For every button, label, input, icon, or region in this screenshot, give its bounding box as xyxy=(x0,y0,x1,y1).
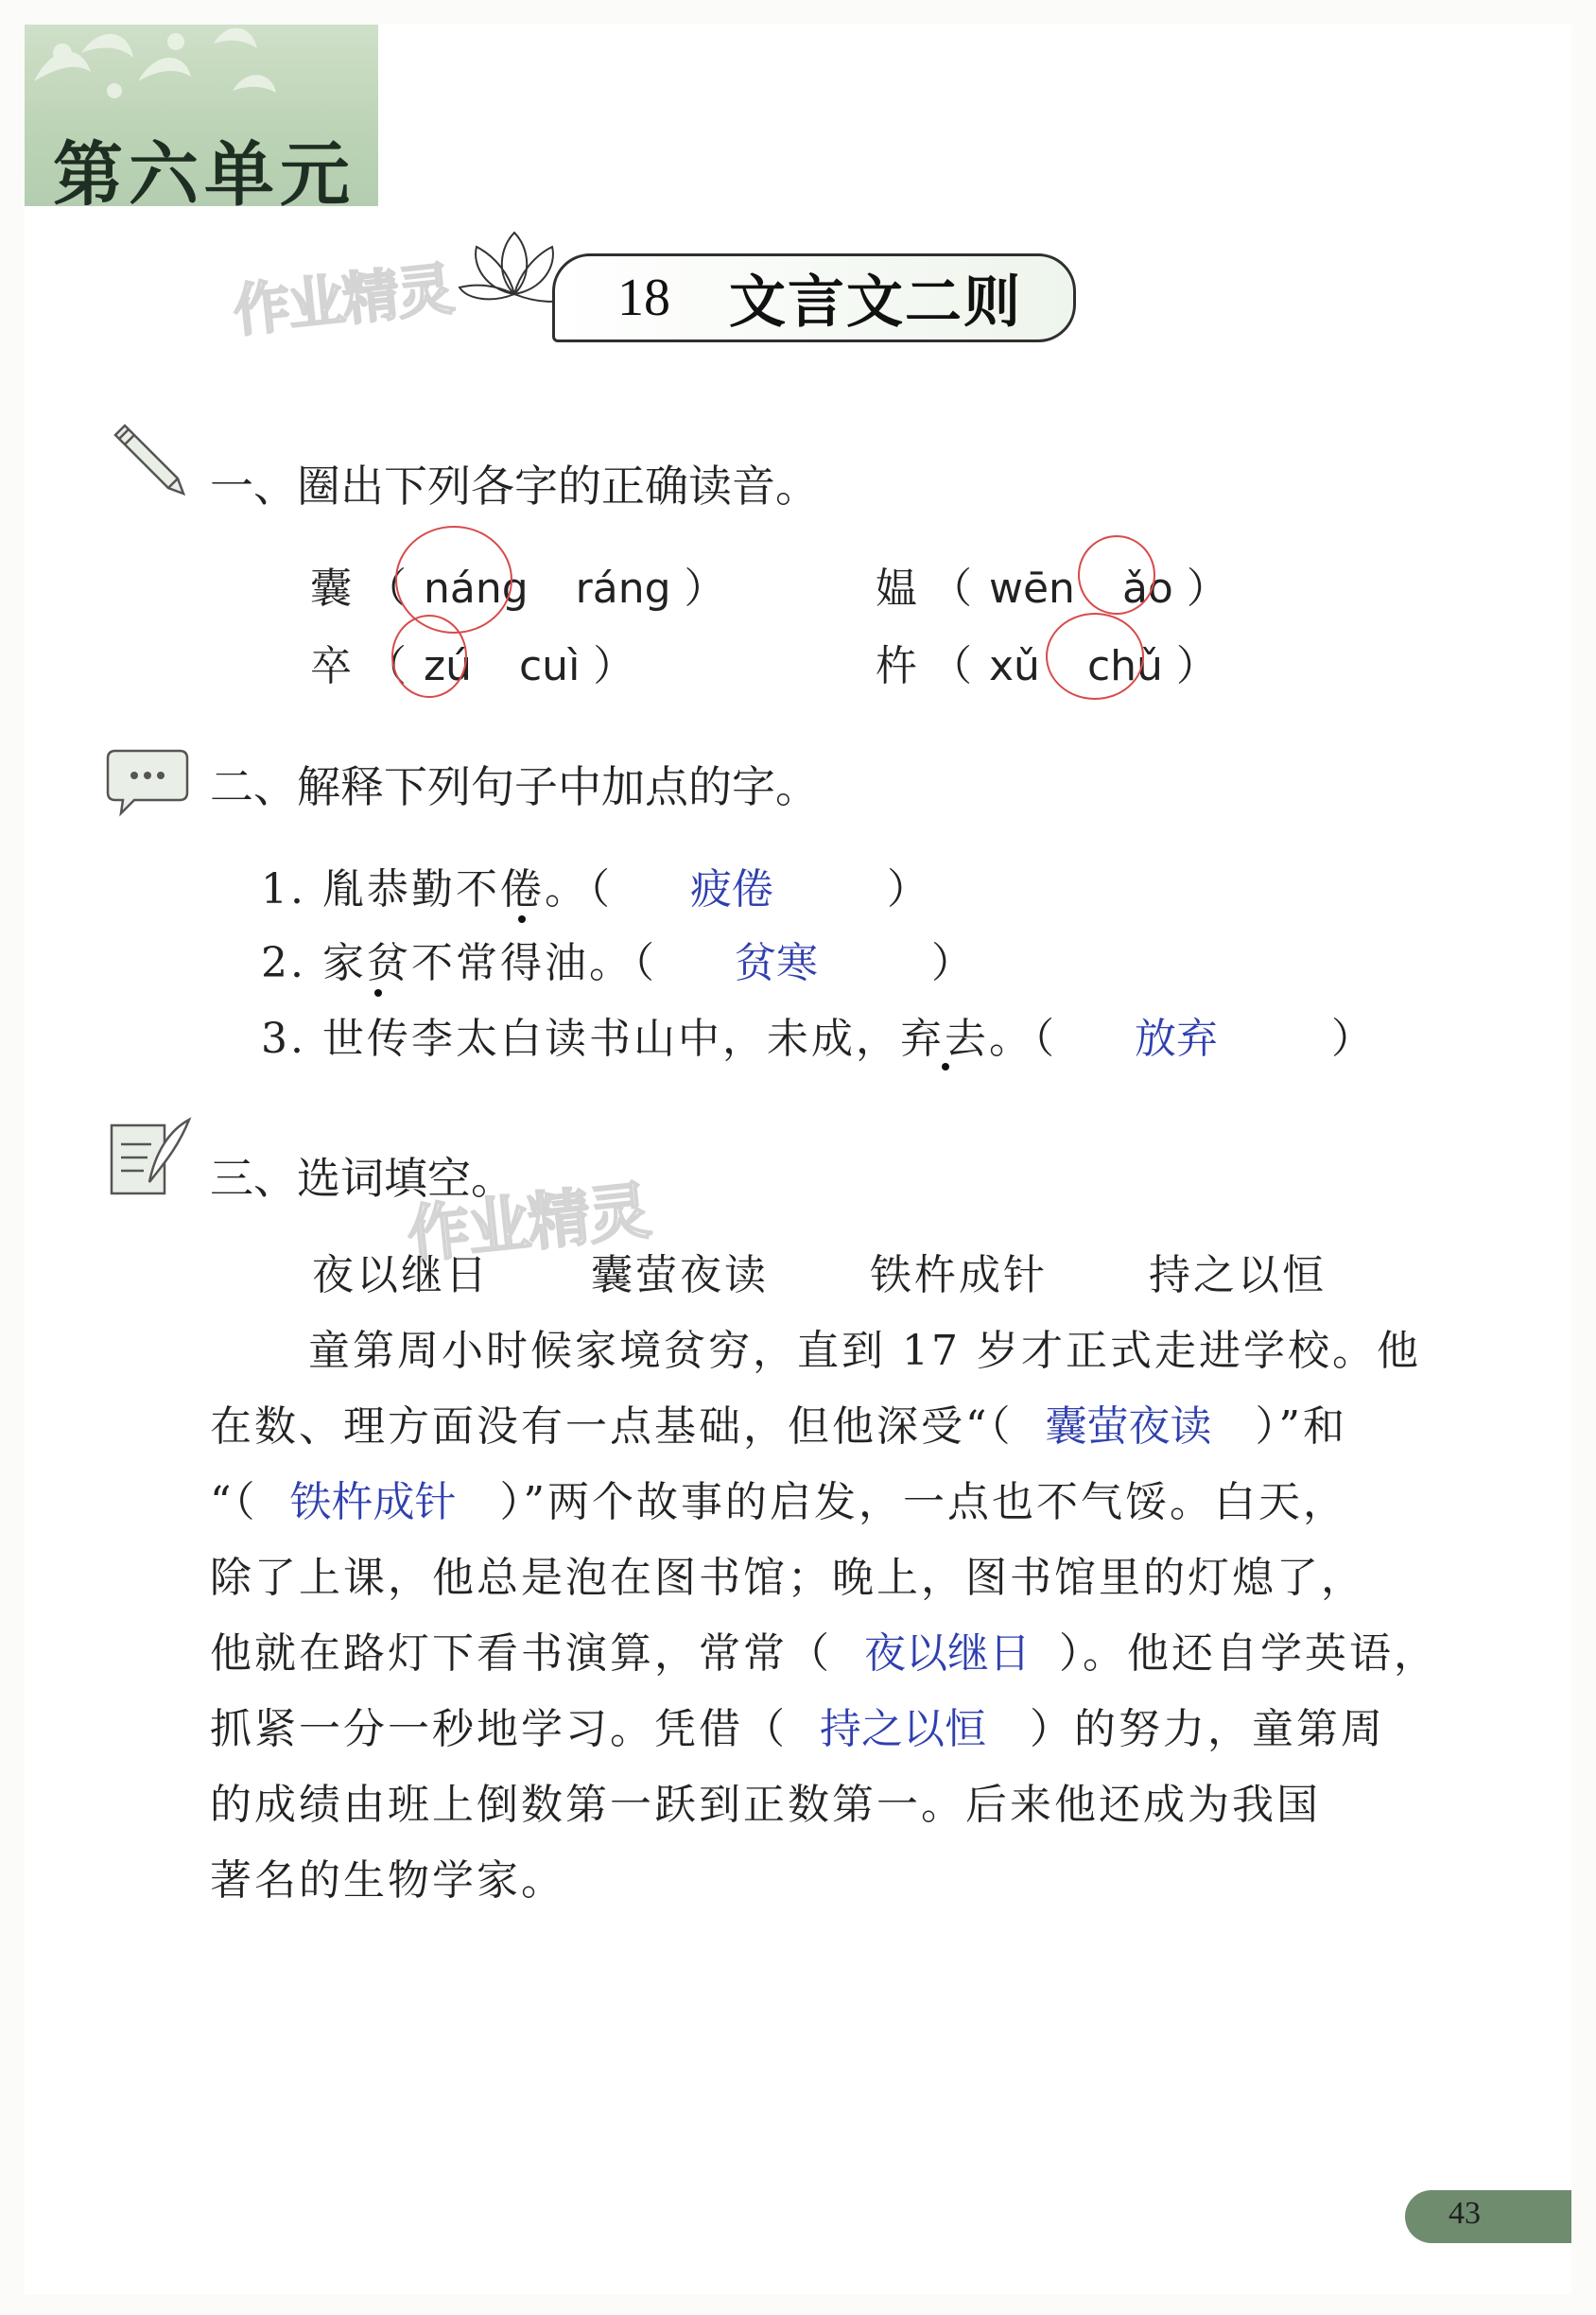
pinyin-option: wēn xyxy=(989,565,1075,613)
lesson-title: 文言文二则 xyxy=(729,270,1022,336)
pinyin-option: zú xyxy=(424,642,472,690)
watermark: 作业精灵 xyxy=(230,256,456,345)
pinyin-option: náng xyxy=(424,565,529,613)
pencil-icon xyxy=(102,416,193,507)
handwritten-answer: 贫寒 xyxy=(734,939,818,987)
word-option: 持之以恒 xyxy=(1149,1251,1327,1299)
question-line: 2. 家贫不常得油。（ 贫寒 ） xyxy=(261,939,976,987)
pinyin-option: chǔ xyxy=(1086,642,1163,690)
section2-heading: 二、解释下列句子中加点的字。 xyxy=(210,761,819,812)
unit-title: 第六单元 xyxy=(53,134,356,206)
item-char: 囊 xyxy=(310,565,352,613)
section3-heading: 三、选词填空。 xyxy=(210,1153,514,1204)
pinyin-item: 囊 （ náng ráng ） xyxy=(310,565,726,613)
word-option: 铁杵成针 xyxy=(870,1251,1048,1299)
emphasis-dot xyxy=(942,1063,949,1070)
item-char: 卒 xyxy=(310,642,352,690)
item-char: 杵 xyxy=(876,642,917,690)
question-line: 1. 胤恭勤不倦。（ 疲倦 ） xyxy=(261,865,931,914)
word-bank xyxy=(312,1241,1327,1301)
handwritten-answer: 铁杵成针 xyxy=(289,1478,457,1526)
pinyin-option: ráng xyxy=(575,565,671,613)
passage-line: 他就在路灯下看书演算，常常（ 夜以继日 ）。他还自学英语， xyxy=(210,1629,1438,1678)
pinyin-option: ǎo xyxy=(1121,565,1173,613)
passage-line: 抓紧一分一秒地学习。凭借（ 持之以恒 ）的努力，童第周 xyxy=(210,1705,1385,1753)
passage-line: 在数、理方面没有一点基础，但他深受“（ 囊萤夜读 ）”和 xyxy=(210,1402,1347,1451)
question-line: 3. 世传李太白读书山中，未成，弃去。（ 放弃 ） xyxy=(261,1015,1376,1063)
handwritten-answer: 夜以继日 xyxy=(864,1629,1031,1678)
emphasis-dot xyxy=(374,989,382,997)
page-number: 43 xyxy=(1449,2196,1481,2231)
handwritten-answer: 疲倦 xyxy=(689,865,773,914)
page-number-tab xyxy=(1405,2190,1571,2243)
passage-line: 童第周小时候家境贫穷，直到 17 岁才正式走进学校。他 xyxy=(308,1327,1421,1375)
pinyin-item: 杵 （ xǔ chǔ ） xyxy=(876,642,1218,690)
pinyin-item: 媪 （ wēn ǎo ） xyxy=(876,565,1228,613)
handwritten-answer: 放弃 xyxy=(1134,1015,1218,1063)
answer-circle xyxy=(1078,535,1155,615)
passage-line: 的成绩由班上倒数第一跃到正数第一。后来他还成为我国 xyxy=(210,1781,1321,1829)
word-option: 夜以继日 xyxy=(312,1251,490,1299)
speech-bubble-icon xyxy=(102,734,193,825)
passage-line: “（ 铁杵成针 ）”两个故事的启发，一点也不气馁。白天， xyxy=(210,1478,1347,1526)
passage-line: 除了上课，他总是泡在图书馆；晚上，图书馆里的灯熄了， xyxy=(210,1554,1365,1602)
word-option: 囊萤夜读 xyxy=(591,1251,769,1299)
lesson-title-box xyxy=(552,253,1076,342)
handwritten-answer: 囊萤夜读 xyxy=(1045,1402,1212,1451)
unit-banner xyxy=(25,25,378,206)
answer-circle xyxy=(1046,613,1144,700)
emphasis-dot xyxy=(518,915,526,923)
handwritten-answer: 持之以恒 xyxy=(820,1705,986,1753)
lesson-number: 18 xyxy=(617,269,670,327)
watermark: 作业精灵 xyxy=(404,1174,652,1273)
note-quill-icon xyxy=(102,1112,193,1203)
pinyin-option: cuì xyxy=(518,642,581,690)
item-char: 媪 xyxy=(876,565,917,613)
section1-heading: 一、圈出下列各字的正确读音。 xyxy=(210,461,819,512)
passage-line: 著名的生物学家。 xyxy=(210,1856,565,1905)
pinyin-option: xǔ xyxy=(989,642,1040,690)
pinyin-item: 卒 （ zú cuì ） xyxy=(310,642,635,690)
leaf-pattern-icon xyxy=(25,25,378,129)
answer-circle xyxy=(391,615,467,698)
